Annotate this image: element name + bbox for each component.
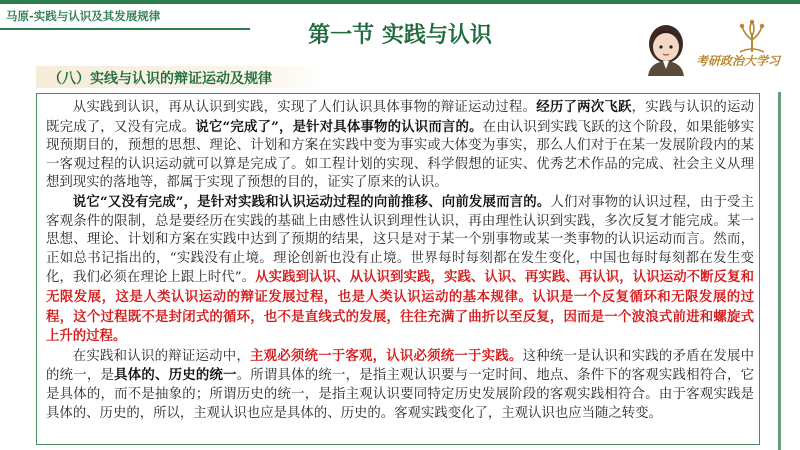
paragraph-1: [46, 98, 754, 193]
brand-name: 考研政治大学习: [696, 54, 781, 68]
section-heading: [36, 66, 326, 88]
emphasis-bold-text: 经历了两次飞跃: [536, 99, 632, 115]
emphasis-bold-text: 说它“又没有完成”，是针对实践和认识运动过程的向前推移、向前发展而言的。: [72, 193, 551, 210]
top-accent-bar: [0, 0, 800, 4]
body-text-run: 从实践到认识，再从认识到实践，实现了人们认识具体事物的辩证运动过程。: [72, 100, 537, 115]
body-text: [46, 98, 754, 423]
paragraph-2: [46, 193, 754, 347]
body-text-run: 在由认识到实践飞跃的这个阶段，如果能够实现预期目的，预想的思想、理论、计划和方案在实践中变为事实或大体变为事实，那么人们对于在某一发展阶段内的某一客观过程的认识运动就可以算是完成了。如工程计划的实现、科学假想的证实、优秀艺术作品的完成、社会主义从理想到现实的落地等，都属于实现了预想的目的，证实了原来的认识。: [46, 119, 755, 191]
emphasis-red-text: 从实践到认识、从认识到实践，实践、认识、再实践、再认识，认识运动不断反复和无限发展，这是人类认识运动的辩证发展过程，也是人类认识运动的基本规律。认识是一个反复循环和无限发展的过程，这个过程既不是封闭式的循环，也不是直线式的发展，往往充满了曲折以至反复，因而是一个波浪式前进和螺旋式上升的过程。: [46, 269, 754, 345]
body-text-run: 人们对事物的认识过程，由于受主客观条件的限制，总是要经历在实践的基础上由感性认识到理性认识，再由理性认识到实践，多次反复才能完成。某一思想、理论、计划和方案在实践中达到了预期的结果，这只是对于某一个别事物或某一类事物的认识运动而言。然而，正如总书记指出的，“实践没有止境。理论创新也没有止境。世界每时每刻都在发生变化，中国也每时每刻都在发生变化，我们必须在理论上跟上时代”。: [46, 194, 754, 286]
page-title: 第一节 实践与认识: [308, 23, 492, 48]
emphasis-bold-text: 具体的、历史的统一: [114, 367, 237, 384]
body-text-run: 这种统一是认识和实践的矛盾在发展中的统一，是: [46, 348, 755, 384]
body-text-run: 。所谓具体的统一，是指主观认识要与一定时间、地点、条件下的客观实践相符合，它是具体的，而不是抽象的；所谓历史的统一，是指主观认识要同特定历史发展阶段的客观实践相符合。由于客观实践是具体的、历史的，所以，主观认识也应是具体的、历史的。客观实践变化了，主观认识也应当随之转变。: [46, 368, 755, 421]
emphasis-red-text: 主观必须统一于客观，认识必须统一于实践。: [249, 347, 523, 364]
breadcrumb: 马原-实践与认识及其发展规律: [6, 9, 161, 23]
body-text-run: ，实践与认识的运动既完成了，又没有完成。: [46, 100, 755, 135]
right-scroll-accent: [778, 92, 781, 450]
emphasis-bold-text: 说它“完成了”，是针对具体事物的认识而言的。: [195, 118, 483, 135]
paragraph-3: [46, 347, 754, 423]
section-title: （八）实线与认识的辩证运动及规律: [48, 71, 272, 87]
body-text-run: 在实践和认识的辩证运动中，: [72, 348, 250, 364]
